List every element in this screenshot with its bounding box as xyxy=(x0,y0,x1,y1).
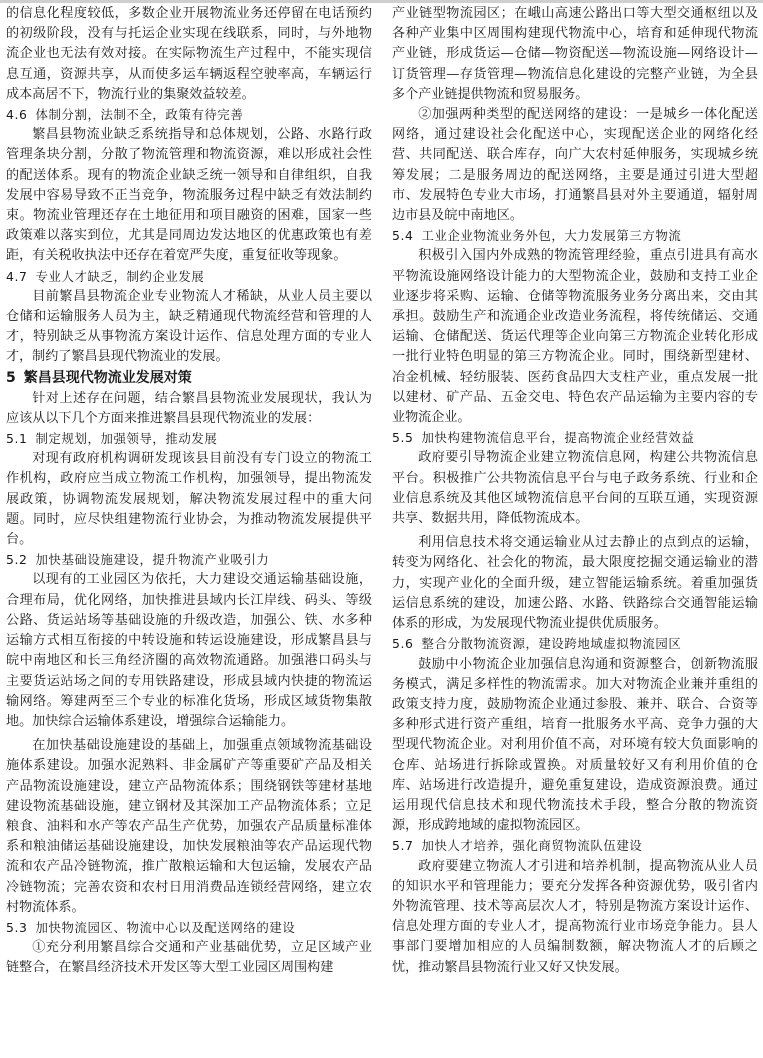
heading-title: 加快人才培养，强化商贸物流队伍建设 xyxy=(421,838,643,854)
heading-number: 5.1 xyxy=(6,431,28,447)
heading-4-6 xyxy=(6,105,372,125)
paragraph-5-3a-continued: 产业链型物流园区；在峨山高速公路出口等大型交通枢纽以及各种产业集中区周围构建现代物流中心，培育和延伸现代物流产业链，形成货运—仓储—物资配送—物流设施—网络设计—订货管理—存货管理—物流信息化建设的完整产业链，为全县多个产业链提供物流和贸易服务。 xyxy=(392,6,758,102)
heading-number: 4.6 xyxy=(6,107,28,123)
page-header-rule xyxy=(0,0,763,3)
heading-5-7 xyxy=(392,836,758,856)
heading-title: 工业企业物流业务外包，大力发展第三方物流 xyxy=(421,228,682,244)
heading-5-4 xyxy=(392,226,758,246)
heading-number: 5.5 xyxy=(392,430,414,446)
heading-title: 加快构建物流信息平台，提高物流企业经营效益 xyxy=(421,430,695,446)
right-column xyxy=(392,4,758,978)
paragraph-5-1: 对现有政府机构调研发现该县目前没有专门设立的物流工作机构，政府应当成立物流工作机构，加强领导，提出物流发展政策，协调物流发展规划，解决物流发展过程中的重大问题。同时，应尽快组建物流行业协会，为推动物流发展提供平台。 xyxy=(6,451,372,548)
paragraph-5-5b: 利用信息技术将交通运输业从过去静止的点到点的运输，转变为网络化、社会化的物流，最大限度挖掘交通运输业的潜力，实现产业化的全面升级，建立智能运输系统。着重加强货运信息系统的建设，加速公路、水路、铁路综合交通智能运输体系的形成，为发展现代物流业提供优质服务。 xyxy=(392,535,758,632)
heading-title: 体制分割，法制不全，政策有待完善 xyxy=(35,107,244,123)
paragraph-5-3b: ②加强两种类型的配送网络的建设：一是城乡一体化配送网络，通过建设社会化配送中心，实现配送企业的网络化经营、共同配送、联合库存，向广大农村延伸服务，实现城乡统筹发展；二是服务周边的配送网络，主要是通过引进大型超市、发展特色专业大市场，打通繁昌县对外主要通道，辐射周边市县及皖中南地区。 xyxy=(392,107,758,224)
paragraph-5-7: 政府要建立物流人才引进和培养机制，提高物流从业人员的知识水平和管理能力；要充分发挥各种资源优势，吸引省内外物流管理、技术等高层次人才，特别是物流方案设计运作、信息处理方面的专业人才，提高物流行业市场竞争能力。县人事部门要增加相应的人员编制数额，解决物流人才的后顾之忧，推动繁昌县物流行业又好又快发展。 xyxy=(392,858,758,975)
paragraph-4-6: 繁昌县物流业缺乏系统指导和总体规划，公路、水路行政管理条块分割，分散了物流管理和物流资源，难以形成社会性的配送体系。现有的物流企业缺乏统一领导和自律组织，自我发展中容易导致不正当竞争，物流服务过程中缺乏有效法制约束。物流业管理还存在土地征用和项目融资的困难，国家一些政策难以落实到位，尤其是同周边发达地区的优惠政策也有差距，有关税收执法中还存在着宽严失度，重复征收等现象。 xyxy=(6,127,372,264)
paragraph-5-3a-start: ①充分利用繁昌综合交通和产业基础优势，立足区域产业链整合，在繁昌经济技术开发区等大型工业园区周围构建 xyxy=(6,940,372,976)
heading-title: 专业人才缺乏，制约企业发展 xyxy=(35,268,205,284)
heading-number: 5.2 xyxy=(6,552,28,568)
heading-number: 5.4 xyxy=(392,228,414,244)
heading-5-3 xyxy=(6,918,372,938)
paragraph-5-5a: 政府要引导物流企业建立物流信息网，构建公共物流信息平台。积极推广公共物流信息平台与电子政务系统、行业和企业信息系统及其他区域物流信息平台间的互联互通，实现资源共享、数据共用，降低物流成本。 xyxy=(392,450,758,527)
heading-number: 5.7 xyxy=(392,838,414,854)
paragraph-5-4: 积极引入国内外成熟的物流管理经验，重点引进具有高水平物流设施网络设计能力的大型物流企业，鼓励和支持工业企业逐步将采购、运输、仓储等物流服务业务分离出来，交由其承担。鼓励生产和流通企业改造业务流程，将传统储运、交通运输、仓储配送、货运代理等企业向第三方物流企业转化形成一批行业特色明显的第三方物流企业。同时，围绕新型建材、冶金机械、轻纺服装、医药食品四大支柱产业，重点发展一批以建材、矿产品、五金交电、特色农产品运输为主要内容的专业物流企业。 xyxy=(392,248,758,426)
heading-4-7 xyxy=(6,267,372,287)
heading-number: 5 xyxy=(6,369,16,386)
heading-5-2 xyxy=(6,550,372,570)
heading-number: 5.3 xyxy=(6,919,28,935)
paragraph-5-6: 鼓励中小物流企业加强信息沟通和资源整合，创新物流服务模式，满足多样性的物流需求。加大对物流企业兼并重组的政策支持力度，鼓励物流企业通过参股、兼并、联合、合资等多种形式进行资产重组，培育一批服务水平高、竞争力强的大型现代物流企业。对利用价值不高，对环境有较大负面影响的仓库、站场进行拆除或置换。对质量较好又有利用价值的仓库、站场进行改造提升，避免重复建设，造成资源浪费。通过运用现代信息技术和现代物流技术手段，整合分散的物流资源，形成跨地域的虚拟物流园区。 xyxy=(392,656,758,834)
paragraph-5-2b: 在加快基础设施建设的基础上，加强重点领域物流基础设施体系建设。加强水泥熟料、非金属矿产等重要矿产品及相关产品物流设施建设，建立产品物流体系；围绕钢铁等建材基地建设物流基础设施，建立钢材及其深加工产品物流体系；立足粮食、油料和水产等农产品生产优势，加强农产品质量标准体系和粮油储运基础设施建设，加快发展粮油等农产品运现代物流和农产品冷链物流，推广散粮运输和大包运输，发展农产品冷链物流；完善农资和农村日用消费品连锁经营网络，建立农村物流体系。 xyxy=(6,738,372,915)
heading-number: 4.7 xyxy=(6,268,28,284)
heading-number: 5.6 xyxy=(392,636,414,652)
heading-title: 繁昌县现代物流业发展对策 xyxy=(23,369,192,386)
heading-title: 整合分散物流资源，建设跨地域虚拟物流园区 xyxy=(421,636,682,652)
heading-5-1 xyxy=(6,429,372,449)
paragraph-5: 针对上述存在问题，结合繁昌县物流业发展现状，我认为应该从以下几个方面来推进繁昌县现代物流业的发展： xyxy=(6,390,372,426)
left-column xyxy=(6,4,372,979)
paragraph-5-2a: 以现有的工业园区为依托，大力建设交通运输基础设施，合理布局，优化网络，加快推进县域内长江岸线、码头、等级公路、货运站场等基础设施的升级改造，加强公、铁、水多种运输方式相互衔接的中转设施和转运设施建设，形成繁昌县与皖中南地区和长三角经济圈的高效物流通路。加强港口码头与主要货运站场之间的专用铁路建设，形成县域内快捷的物流运输网络。筹建两至三个专业的标准化货场，形成区域货物集散地。加快综合运输体系建设，增强综合运输能力。 xyxy=(6,572,372,729)
heading-title: 加快基础设施建设，提升物流产业吸引力 xyxy=(35,552,270,568)
section-heading-5 xyxy=(6,368,372,389)
heading-title: 制定规划，加强领导，推动发展 xyxy=(35,431,218,447)
heading-5-6 xyxy=(392,634,758,654)
paragraph-intro: 的信息化程度较低，多数企业开展物流业务还停留在电话预约的初级阶段，没有与托运企业实现在线联系，同时，与外地物流企业也无法有效对接。在实际物流生产过程中，不能实现信息互通，资源共享，从而使多运车辆返程空驶率高，车辆运行成本高居不下，物流行业的集聚效益较差。 xyxy=(6,6,372,102)
heading-5-5 xyxy=(392,428,758,448)
heading-title: 加快物流园区、物流中心以及配送网络的建设 xyxy=(35,919,296,935)
paragraph-4-7: 目前繁昌县物流企业专业物流人才稀缺，从业人员主要以仓储和运输服务人员为主，缺乏精通现代物流经营和管理的人才，特别缺乏从事物流方案设计运作、信息处理方面的专业人才，制约了繁昌县现代物流业的发展。 xyxy=(6,288,372,365)
